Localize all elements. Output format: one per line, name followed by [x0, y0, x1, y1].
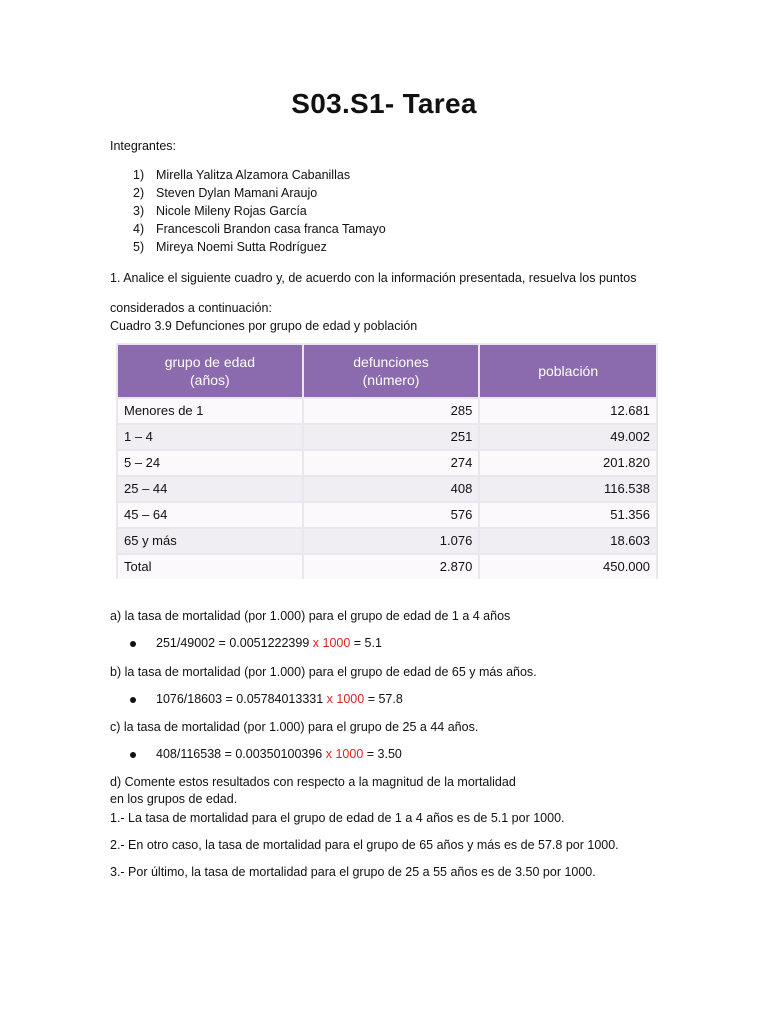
table-row — [118, 451, 656, 475]
cell-deaths: 2.870 — [304, 555, 479, 579]
page-title: S03.S1- Tarea — [291, 88, 477, 119]
answer-a — [130, 636, 382, 652]
question-a: a) la tasa de mortalidad (por 1.000) para el grupo de edad de 1 a 4 años — [110, 609, 511, 623]
response-2: 2.- En otro caso, la tasa de mortalidad para el grupo de 65 años y más es de 57.8 por 1000. — [110, 838, 619, 852]
cell-age: 5 – 24 — [118, 451, 302, 475]
list-number: 4) — [133, 222, 145, 236]
list-number: 1) — [133, 168, 145, 182]
answer-result: = 5.1 — [353, 636, 382, 650]
cell-age: 1 – 4 — [118, 425, 302, 449]
cell-population: 201.820 — [480, 451, 656, 475]
cell-age: 25 – 44 — [118, 477, 302, 501]
answer-calc: 251/49002 = 0.0051222399 — [156, 636, 310, 650]
members-list — [133, 166, 693, 256]
cell-deaths: 274 — [304, 451, 479, 475]
cell-deaths: 408 — [304, 477, 479, 501]
list-item — [133, 184, 693, 202]
list-number: 5) — [133, 240, 145, 254]
answer-multiplier: x 1000 — [326, 692, 365, 706]
answer-calc: 1076/18603 = 0.05784013331 — [156, 692, 324, 706]
list-number: 3) — [133, 204, 145, 218]
deaths-table-container — [116, 343, 658, 579]
answer-result: = 57.8 — [367, 692, 403, 706]
response-3: 3.- Por último, la tasa de mortalidad para el grupo de 25 a 55 años es de 3.50 por 1000. — [110, 865, 596, 879]
table-row-total — [118, 555, 656, 579]
members-label: Integrantes: — [110, 139, 177, 153]
member-name: Francescoli Brandon casa franca Tamayo — [156, 222, 386, 236]
answer-multiplier: x 1000 — [325, 747, 364, 761]
answer-result: = 3.50 — [366, 747, 402, 761]
question-d-line1: d) Comente estos resultados con respecto a la magnitud de la mortalidad — [110, 775, 516, 789]
cell-population: 51.356 — [480, 503, 656, 527]
question-d-line2: en los grupos de edad. — [110, 792, 238, 806]
question-c: c) la tasa de mortalidad (por 1.000) para el grupo de 25 a 44 años. — [110, 720, 479, 734]
cell-deaths: 285 — [304, 399, 479, 423]
response-1: 1.- La tasa de mortalidad para el grupo de edad de 1 a 4 años es de 5.1 por 1000. — [110, 811, 565, 825]
cell-population: 18.603 — [480, 529, 656, 553]
table-row — [118, 399, 656, 423]
deaths-table — [116, 343, 658, 581]
list-item — [133, 238, 693, 256]
header-population: población — [480, 345, 656, 397]
question-d — [110, 774, 670, 808]
answer-c — [130, 747, 402, 763]
cell-age: 65 y más — [118, 529, 302, 553]
answer-calc: 408/116538 = 0.00350100396 — [156, 747, 323, 761]
table-header-row — [118, 345, 656, 397]
question-1: 1. Analice el siguiente cuadro y, de acuerdo con la información presentada, resuelva los puntos considerados a continuación: — [110, 271, 637, 315]
cell-population: 116.538 — [480, 477, 656, 501]
bullet-icon — [130, 752, 136, 758]
answer-multiplier: x 1000 — [312, 636, 351, 650]
cell-age: 45 – 64 — [118, 503, 302, 527]
question-b: b) la tasa de mortalidad (por 1.000) para el grupo de edad de 65 y más años. — [110, 665, 537, 679]
cell-deaths: 1.076 — [304, 529, 479, 553]
list-item — [133, 202, 693, 220]
answer-b — [130, 692, 403, 708]
bullet-icon — [130, 697, 136, 703]
list-item — [133, 220, 693, 238]
table-row — [118, 425, 656, 449]
table-row — [118, 529, 656, 553]
cell-age: Total — [118, 555, 302, 579]
cell-population: 12.681 — [480, 399, 656, 423]
member-name: Nicole Mileny Rojas García — [156, 204, 307, 218]
cell-population: 450.000 — [480, 555, 656, 579]
cell-population: 49.002 — [480, 425, 656, 449]
cell-deaths: 576 — [304, 503, 479, 527]
header-age-group: grupo de edad (años) — [118, 345, 302, 397]
table-row — [118, 503, 656, 527]
bullet-icon — [130, 641, 136, 647]
cell-deaths: 251 — [304, 425, 479, 449]
list-number: 2) — [133, 186, 145, 200]
table-row — [118, 477, 656, 501]
list-item — [133, 166, 693, 184]
table-caption: Cuadro 3.9 Defunciones por grupo de edad y población — [110, 319, 418, 333]
cell-age: Menores de 1 — [118, 399, 302, 423]
header-deaths: defunciones (número) — [304, 345, 479, 397]
member-name: Steven Dylan Mamani Araujo — [156, 186, 318, 200]
member-name: Mireya Noemi Sutta Rodríguez — [156, 240, 327, 254]
member-name: Mirella Yalitza Alzamora Cabanillas — [156, 168, 351, 182]
